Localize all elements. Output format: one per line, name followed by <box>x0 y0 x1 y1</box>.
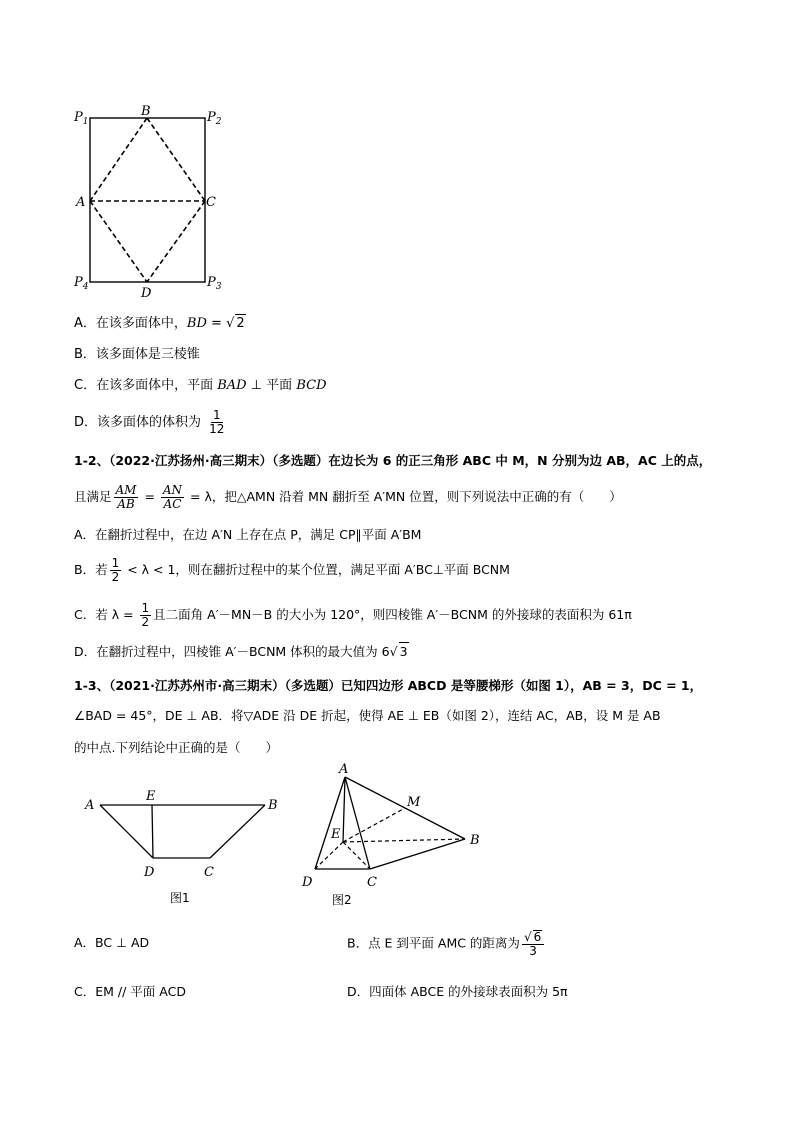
q13-stem-line2: ∠BAD = 45°，DE ⊥ AB．将▽ADE 沿 DE 折起，使得 AE ⊥ EB（如图 2），连结 AC，AB，设 M 是 AB <box>74 708 661 723</box>
q12-option-c: C．若 λ = $\frac{1}{2}$ 且二面角 A′－MN－B 的大小为 120°，则四棱锥 A′－BCNM 的外接球的表面积为 61π <box>74 601 632 629</box>
label-d: D <box>141 286 152 300</box>
label-b: B <box>141 104 151 119</box>
label-p2: $P_2$ <box>207 110 222 127</box>
q1-option-b: B．该多面体是三棱锥 <box>74 347 200 362</box>
q12-stem-line2: 且满足 $\frac{AM}{AB}$ = $\frac{AN}{AC}$ = λ，把△AMN 沿着 MN 翻折至 A′MN 位置，则下列说法中正确的有（ ） <box>74 483 622 511</box>
trapezoid-figure-1 <box>80 785 290 910</box>
label-a: A <box>76 195 86 210</box>
fig2-label-a: A <box>339 762 349 777</box>
dashed-rhombus <box>90 118 205 282</box>
q1-option-a: A．在该多面体中，BD = √ 2 <box>74 316 245 331</box>
label-c: C <box>206 195 216 210</box>
fig2-label-b: B <box>470 833 480 848</box>
label-p3: $P_3$ <box>207 275 222 292</box>
fig2-label-d: D <box>302 875 313 890</box>
fig1-label-b: B <box>268 798 278 813</box>
q12-option-a: A．在翻折过程中，在边 A′N 上存在点 P，满足 CP∥平面 A′BM <box>74 527 422 542</box>
q1-option-c: C．在该多面体中，平面 BAD ⊥ 平面 BCD <box>74 378 327 393</box>
outer-rectangle <box>90 118 205 282</box>
q12-option-d: D．在翻折过程中，四棱锥 A′－BCNM 体积的最大值为 6√ 3 <box>74 644 408 659</box>
fig2-label-c: C <box>367 875 377 890</box>
q13-stem-line1: 1-3、（2021·江苏苏州市·高三期末）（多选题）已知四边形 ABCD 是等腰梯形（如图 1），AB = 3，DC = 1， <box>74 678 703 693</box>
fig1-label-a: A <box>85 798 95 813</box>
q13-option-a: A．BC ⊥ AD <box>74 935 150 950</box>
q13-option-b: B．点 E 到平面 AMC 的距离为 $\frac{√ 6}{3}$ <box>347 930 546 958</box>
q13-option-d: D．四面体 ABCE 的外接球表面积为 5π <box>347 984 568 999</box>
fig1-label-d: D <box>144 865 155 880</box>
label-p1: $P_1$ <box>74 110 89 127</box>
fig2-caption: 图2 <box>332 893 352 907</box>
rectangle-figure <box>70 100 230 300</box>
fig2-label-e: E <box>331 827 341 842</box>
tetrahedron-figure-2 <box>295 762 495 912</box>
q1-option-d: D．该多面体的体积为 $\frac{1}{12}$ <box>74 408 225 436</box>
fig1-label-c: C <box>204 865 214 880</box>
label-p4: $P_4$ <box>74 275 89 292</box>
fig2-label-m: M <box>407 795 421 810</box>
q13-stem-line3: 的中点.下列结论中正确的是（ ） <box>74 740 278 755</box>
fig1-caption: 图1 <box>170 891 190 905</box>
fig1-label-e: E <box>146 789 156 804</box>
q12-stem-line1: 1-2、（2022·江苏扬州·高三期末）（多选题）在边长为 6 的正三角形 ABC 中 M，N 分别为边 AB，AC 上的点， <box>74 453 712 468</box>
q13-option-c: C．EM // 平面 ACD <box>74 984 186 999</box>
q12-option-b: B．若 $\frac{1}{2}$ < λ < 1，则在翻折过程中的某个位置，满足平面 A′BC⊥平面 BCNM <box>74 556 510 584</box>
